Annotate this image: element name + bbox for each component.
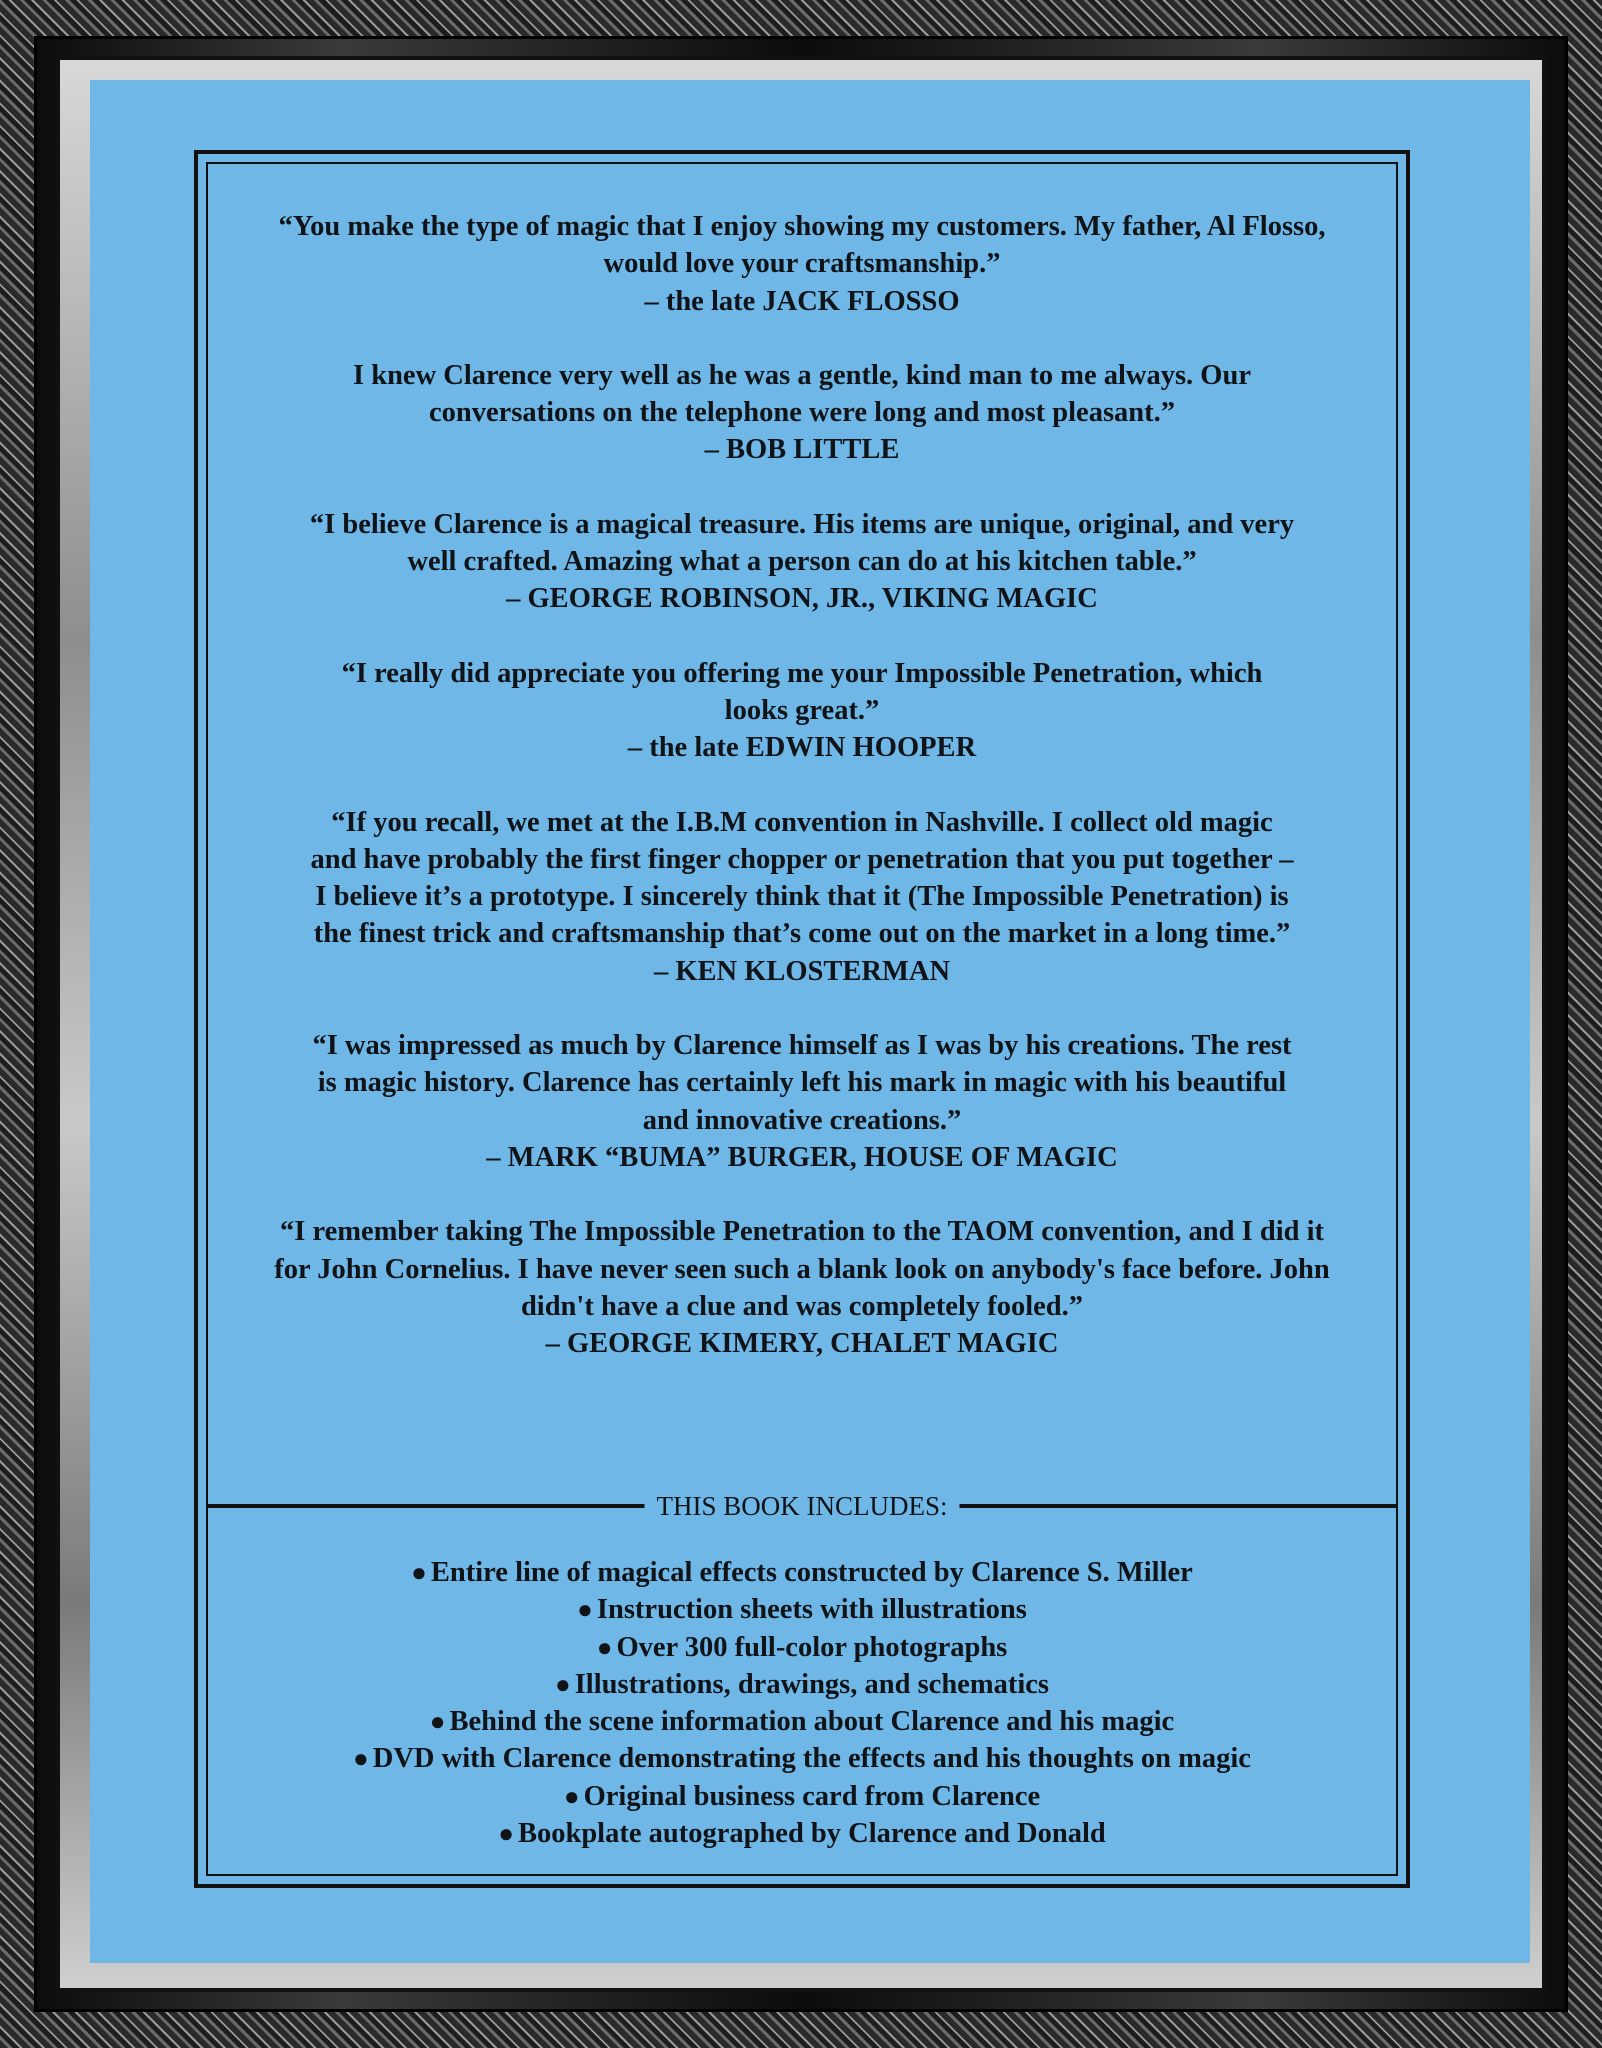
testimonial-attribution: – GEORGE ROBINSON, JR., VIKING MAGIC bbox=[506, 583, 1098, 615]
bullet-icon: ● bbox=[429, 1707, 446, 1737]
bullet-icon: ● bbox=[563, 1781, 580, 1811]
testimonial-line: “I believe Clarence is a magical treasure. His items are unique, original, and very bbox=[309, 508, 1295, 540]
includes-item bbox=[208, 1666, 1396, 1703]
testimonial bbox=[208, 357, 1396, 469]
bullet-icon: ● bbox=[596, 1632, 613, 1662]
testimonial-line: “I was impressed as much by Clarence himself as I was by his creations. The rest bbox=[312, 1030, 1292, 1062]
testimonial bbox=[208, 1027, 1396, 1176]
testimonial-line: conversations on the telephone were long and most pleasant.” bbox=[428, 397, 1176, 429]
testimonial bbox=[208, 804, 1396, 990]
includes-title: THIS BOOK INCLUDES: bbox=[644, 1486, 959, 1526]
includes-item bbox=[208, 1778, 1396, 1815]
includes-item-text: Over 300 full-color photographs bbox=[616, 1631, 1008, 1663]
testimonial bbox=[208, 506, 1396, 618]
testimonial-line: would love your craftsmanship.” bbox=[603, 248, 1001, 280]
testimonial-attribution: – KEN KLOSTERMAN bbox=[653, 955, 951, 987]
testimonial bbox=[208, 655, 1396, 767]
includes-header bbox=[208, 1486, 1396, 1526]
testimonial-line: “I remember taking The Impossible Penetration to the TAOM convention, and I did it bbox=[280, 1216, 1324, 1248]
testimonial-attribution: – BOB LITTLE bbox=[704, 434, 900, 466]
testimonial bbox=[208, 208, 1396, 320]
testimonials bbox=[208, 208, 1396, 1399]
testimonial-line: “If you recall, we met at the I.B.M convention in Nashville. I collect old magic bbox=[331, 806, 1273, 838]
testimonial-line: I believe it’s a prototype. I sincerely think that it (The Impossible Penetration) is bbox=[315, 881, 1289, 913]
includes-item-text: Behind the scene information about Clarence and his magic bbox=[449, 1706, 1175, 1738]
testimonial-line: I knew Clarence very well as he was a gentle, kind man to me always. Our bbox=[353, 359, 1251, 391]
bullet-icon: ● bbox=[498, 1819, 514, 1849]
includes-item-text: Original business card from Clarence bbox=[583, 1780, 1041, 1812]
includes-item bbox=[208, 1629, 1396, 1666]
bullet-icon: ● bbox=[555, 1669, 571, 1699]
testimonial-line: is magic history. Clarence has certainly left his mark in magic with his beautiful bbox=[317, 1067, 1287, 1099]
includes-item bbox=[208, 1554, 1396, 1591]
testimonial-line: the finest trick and craftsmanship that’s come out on the market in a long time.” bbox=[313, 918, 1291, 950]
includes-item-text: DVD with Clarence demonstrating the effects and his thoughts on magic bbox=[372, 1743, 1251, 1775]
testimonial-line: looks great.” bbox=[724, 694, 880, 726]
includes-item-text: Bookplate autographed by Clarence and Donald bbox=[517, 1818, 1106, 1850]
testimonial-line: and innovative creations.” bbox=[642, 1104, 962, 1136]
includes-item-text: Instruction sheets with illustrations bbox=[596, 1594, 1027, 1626]
testimonial-line: “You make the type of magic that I enjoy showing my customers. My father, Al Flosso, bbox=[278, 211, 1326, 242]
includes-item-text: Illustrations, drawings, and schematics bbox=[574, 1668, 1049, 1700]
includes-item bbox=[208, 1815, 1396, 1852]
testimonial-attribution: – MARK “BUMA” BURGER, HOUSE OF MAGIC bbox=[486, 1141, 1118, 1173]
includes-item bbox=[208, 1703, 1396, 1740]
testimonial-line: for John Cornelius. I have never seen such a blank look on anybody's face before. John bbox=[274, 1253, 1330, 1285]
testimonial-line: “I really did appreciate you offering me your Impossible Penetration, which bbox=[341, 657, 1263, 689]
testimonial bbox=[208, 1213, 1396, 1362]
testimonial-attribution: – the late JACK FLOSSO bbox=[644, 285, 960, 317]
content-panel-inner-border bbox=[206, 162, 1398, 1876]
content-panel bbox=[194, 150, 1410, 1888]
blue-mat bbox=[90, 80, 1530, 1963]
bullet-icon: ● bbox=[577, 1595, 593, 1625]
includes-list bbox=[208, 1554, 1396, 1852]
bullet-icon: ● bbox=[353, 1744, 369, 1774]
bullet-icon: ● bbox=[411, 1558, 427, 1587]
testimonial-line: well crafted. Amazing what a person can do at his kitchen table.” bbox=[407, 546, 1197, 578]
includes-item bbox=[208, 1591, 1396, 1628]
includes-item bbox=[208, 1740, 1396, 1777]
testimonial-line: and have probably the first finger chopper or penetration that you put together – bbox=[310, 843, 1294, 875]
testimonial-line: didn't have a clue and was completely fooled.” bbox=[520, 1290, 1084, 1322]
testimonial-attribution: – the late EDWIN HOOPER bbox=[627, 732, 977, 764]
includes-item-text: Entire line of magical effects constructed by Clarence S. Miller bbox=[430, 1557, 1193, 1588]
testimonial-attribution: – GEORGE KIMERY, CHALET MAGIC bbox=[545, 1328, 1059, 1360]
